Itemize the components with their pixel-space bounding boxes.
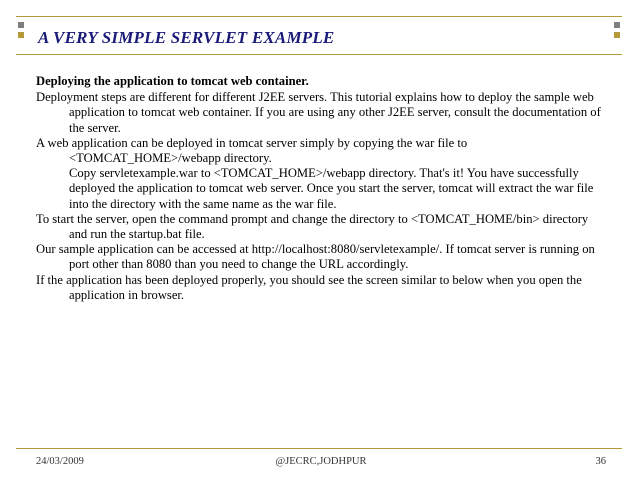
footer-rule (16, 448, 622, 449)
paragraph-text: Our sample application can be accessed at http://localhost:8080/servletexample/. If tomcat server is running on port other than 8080 than you need to change the URL accordingly. (36, 242, 595, 272)
paragraph-text: If the application has been deployed properly, you should see the screen similar to below when you open the application in browser. (36, 272, 582, 302)
marker-square-icon (614, 32, 620, 38)
footer-date: 24/03/2009 (36, 456, 84, 467)
paragraph-text: To start the server, open the command prompt and change the directory to <TOMCAT_HOME/bin> directory and run the startup.bat file. (36, 211, 589, 242)
title-underline-rule (16, 54, 622, 55)
page-number: 36 (595, 456, 606, 467)
paragraph-war-deploy (36, 136, 602, 212)
slide-body (36, 74, 602, 303)
slide-title: A VERY SIMPLE SERVLET EXAMPLE (38, 28, 335, 47)
paragraph-start-server (36, 212, 602, 242)
section-heading: Deploying the application to tomcat web container. (36, 74, 309, 88)
paragraph-text: Copy servletexample.war to <TOMCAT_HOME>/webapp directory. That's it! You have successfully deployed the application to tomcat web server. Once you start the server, tomcat will extract the war file into the directory with the same name as the war file. (69, 166, 594, 211)
marker-square-icon (18, 32, 24, 38)
marker-square-icon (18, 22, 24, 28)
paragraph-deployment-steps (36, 90, 602, 136)
paragraph-text: Deployment steps are different for different J2EE servers. This tutorial explains how to deploy the sample web application to tomcat web container. If you are using any other J2EE server, consult the documentation of the server. (36, 90, 601, 135)
paragraph-verify (36, 273, 602, 303)
paragraph-access-url (36, 242, 602, 272)
header-top-rule (16, 16, 622, 17)
footer-organization: @JECRC,JODHPUR (275, 456, 367, 467)
paragraph-text: A web application can be deployed in tomcat server simply by copying the war file to <TOMCAT_HOME>/webapp directory. (36, 135, 468, 166)
slide-header (16, 16, 622, 70)
marker-square-icon (614, 22, 620, 28)
